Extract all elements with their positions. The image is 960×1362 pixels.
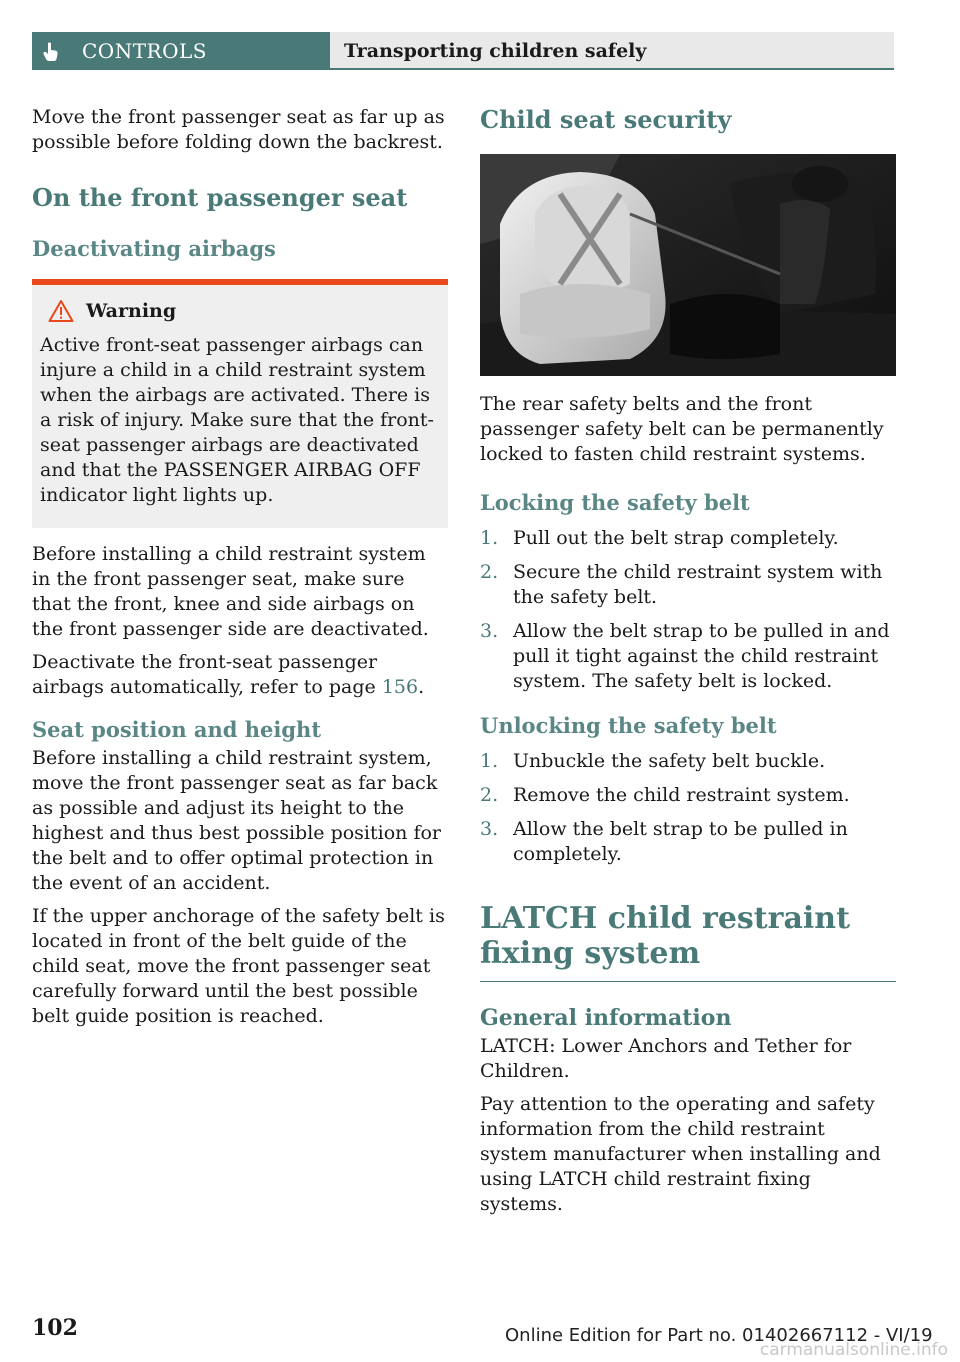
watermark: carmanualsonline.info	[759, 1340, 948, 1360]
para-upper-anchorage: If the upper anchorage of the safety belt is located in front of the belt guide of the child seat, move the front passenger seat carefully forward until the best possible belt guide position is reached.	[32, 905, 445, 1027]
step-number: 1.	[480, 527, 499, 549]
step-number: 2.	[480, 784, 499, 806]
step-text: Allow the belt strap to be pulled in and pull it tight against the child restraint system. The safety belt is locked.	[513, 620, 890, 692]
para-deactivate-text: Deactivate the front-seat passenger airbags automatically, refer to page	[32, 651, 378, 698]
heading-seat-position: Seat position and height	[32, 717, 322, 742]
warning-title: Warning	[86, 300, 177, 322]
step-number: 3.	[480, 620, 499, 642]
heading-general-information: General information	[480, 1005, 732, 1031]
para-rear-belts: The rear safety belts and the front passenger safety belt can be permanently locked to fasten child restraint systems.	[480, 393, 884, 465]
heading-deactivating-airbags: Deactivating airbags	[32, 236, 276, 261]
page-reference-link[interactable]: 156	[381, 676, 419, 698]
para-seat-position: Before installing a child restraint system, move the front passenger seat as far back as possible and adjust its height to the highest and thus best possible position for the belt and to offer optimal protection in the event of an accident.	[32, 747, 441, 894]
list-item	[480, 749, 896, 774]
section-divider	[480, 981, 896, 982]
heading-locking-belt: Locking the safety belt	[480, 490, 750, 515]
right-column	[480, 105, 896, 1217]
list-item	[480, 526, 896, 551]
list-item	[480, 560, 896, 610]
step-number: 1.	[480, 750, 499, 772]
warning-triangle-icon	[48, 299, 74, 323]
list-item	[480, 817, 896, 867]
para-before-installing: Before installing a child restraint system in the front passenger seat, make sure that the front, knee and side airbags on the front passenger side are deactivated.	[32, 543, 429, 640]
para-deactivate-suffix: .	[418, 676, 425, 698]
section-label: CONTROLS	[82, 39, 207, 63]
header-bar	[32, 32, 894, 70]
para-deactivate-airbags	[32, 650, 448, 700]
heading-unlocking-belt: Unlocking the safety belt	[480, 713, 777, 738]
hand-pointer-icon	[40, 41, 62, 63]
heading-child-seat-security: Child seat security	[480, 105, 732, 134]
heading-latch-system: LATCH child restraint fixing system	[480, 901, 850, 971]
warning-header	[40, 299, 440, 327]
edition-footer: Online Edition for Part no. 01402667112 - VI/19	[505, 1325, 933, 1346]
step-text: Remove the child restraint system.	[513, 784, 850, 806]
step-number: 2.	[480, 561, 499, 583]
section-tab	[32, 32, 330, 70]
step-text: Pull out the belt strap completely.	[513, 527, 839, 549]
para-attention: Pay attention to the operating and safety information from the child restraint system manufacturer when installing and using LATCH child restraint fixing systems.	[480, 1093, 881, 1215]
intro-paragraph: Move the front passenger seat as far up as possible before folding down the backrest.	[32, 106, 445, 153]
page-number: 102	[32, 1315, 78, 1341]
locking-steps-list	[480, 526, 896, 694]
topic-title: Transporting children safely	[330, 32, 894, 70]
step-text: Unbuckle the safety belt buckle.	[513, 750, 826, 772]
step-text: Secure the child restraint system with the safety belt.	[513, 561, 883, 608]
heading-front-passenger-seat: On the front passenger seat	[32, 183, 408, 212]
list-item	[480, 619, 896, 694]
step-number: 3.	[480, 818, 499, 840]
para-latch-definition: LATCH: Lower Anchors and Tether for Children.	[480, 1035, 852, 1082]
left-column	[32, 105, 448, 1029]
child-seat-photo	[480, 154, 896, 376]
step-text: Allow the belt strap to be pulled in completely.	[513, 818, 848, 865]
warning-box	[32, 279, 448, 528]
unlocking-steps-list	[480, 749, 896, 867]
list-item	[480, 783, 896, 808]
warning-text: Active front-seat passenger airbags can injure a child in a child restraint system when the airbags are activated. There is a risk of injury. Make sure that the front-seat passenger airbags are deactivated and that the PASSENGER AIRBAG OFF indicator light lights up.	[40, 334, 434, 506]
